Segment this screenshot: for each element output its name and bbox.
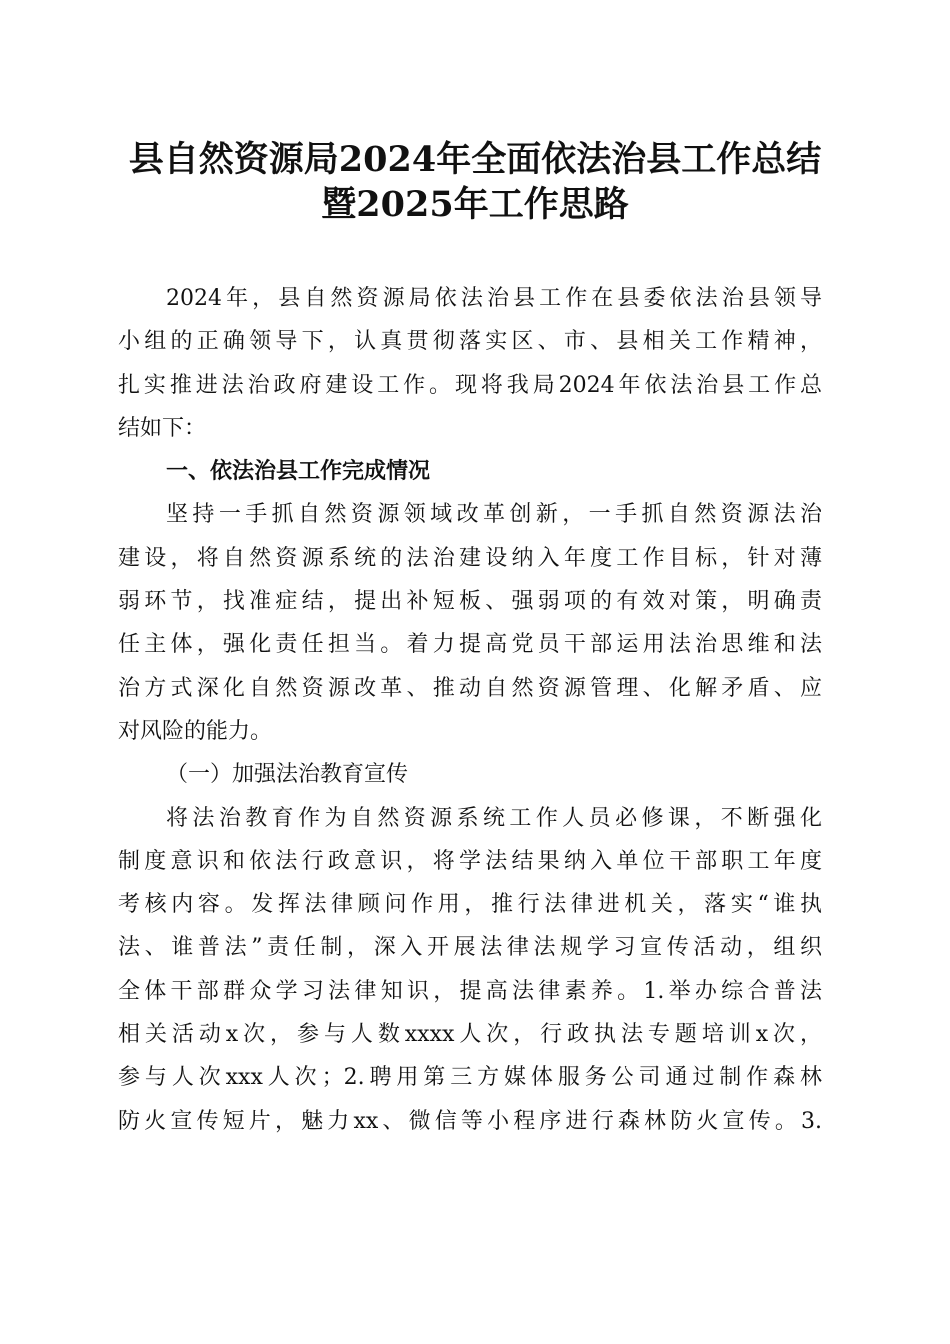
document-title-line-1: 县自然资源局2024年全面依法治县工作总结 (128, 139, 822, 180)
text-line: 考核内容。发挥法律顾问作用，推行法律进机关，落实“谁执 (118, 892, 822, 918)
section-paragraph (118, 493, 822, 753)
subsection-paragraph (118, 797, 822, 1143)
text-line: 坚持一手抓自然资源领域改革创新，一手抓自然资源法治 (166, 502, 822, 528)
text-line: 治方式深化自然资源改革、推动自然资源管理、化解矛盾、应 (118, 675, 822, 701)
text-line: 制度意识和依法行政意识，将学法结果纳入单位干部职工年度 (118, 848, 822, 874)
document-body (118, 277, 822, 1143)
text-line: 弱环节，找准症结，提出补短板、强弱项的有效对策，明确责 (118, 589, 822, 615)
text-line: 相关活动x次，参与人数xxxx人次，行政执法专题培训x次， (118, 1022, 822, 1048)
text-line: 参与人次xxx人次；2.聘用第三方媒体服务公司通过制作森林 (118, 1065, 822, 1091)
text-line: 小组的正确领导下，认真贯彻落实区、市、县相关工作精神， (118, 329, 822, 355)
text-line: 结如下： (118, 415, 207, 441)
text-line: 将法治教育作为自然资源系统工作人员必修课，不断强化 (166, 805, 822, 831)
document-title-line-2: 暨2025年工作思路 (321, 184, 629, 225)
text-line: 任主体，强化责任担当。着力提高党员干部运用法治思维和法 (118, 632, 822, 658)
text-line: 扎实推进法治政府建设工作。现将我局2024年依法治县工作总 (118, 372, 822, 398)
text-line: 全体干部群众学习法律知识，提高法律素养。1.举办综合普法 (118, 978, 822, 1004)
intro-paragraph (118, 277, 822, 450)
subsection-heading-1: （一）加强法治教育宣传 (166, 762, 409, 788)
text-line: 对风险的能力。 (118, 718, 273, 744)
section-heading-1: 一、依法治县工作完成情况 (166, 459, 431, 485)
text-line: 2024年，县自然资源局依法治县工作在县委依法治县领导 (166, 286, 822, 311)
text-line: 建设，将自然资源系统的法治建设纳入年度工作目标，针对薄 (118, 545, 822, 571)
text-line: 法、谁普法”责任制，深入开展法律法规学习宣传活动，组织 (118, 935, 822, 961)
text-line: 防火宣传短片，魅力xx、微信等小程序进行森林防火宣传。3. (118, 1108, 822, 1134)
